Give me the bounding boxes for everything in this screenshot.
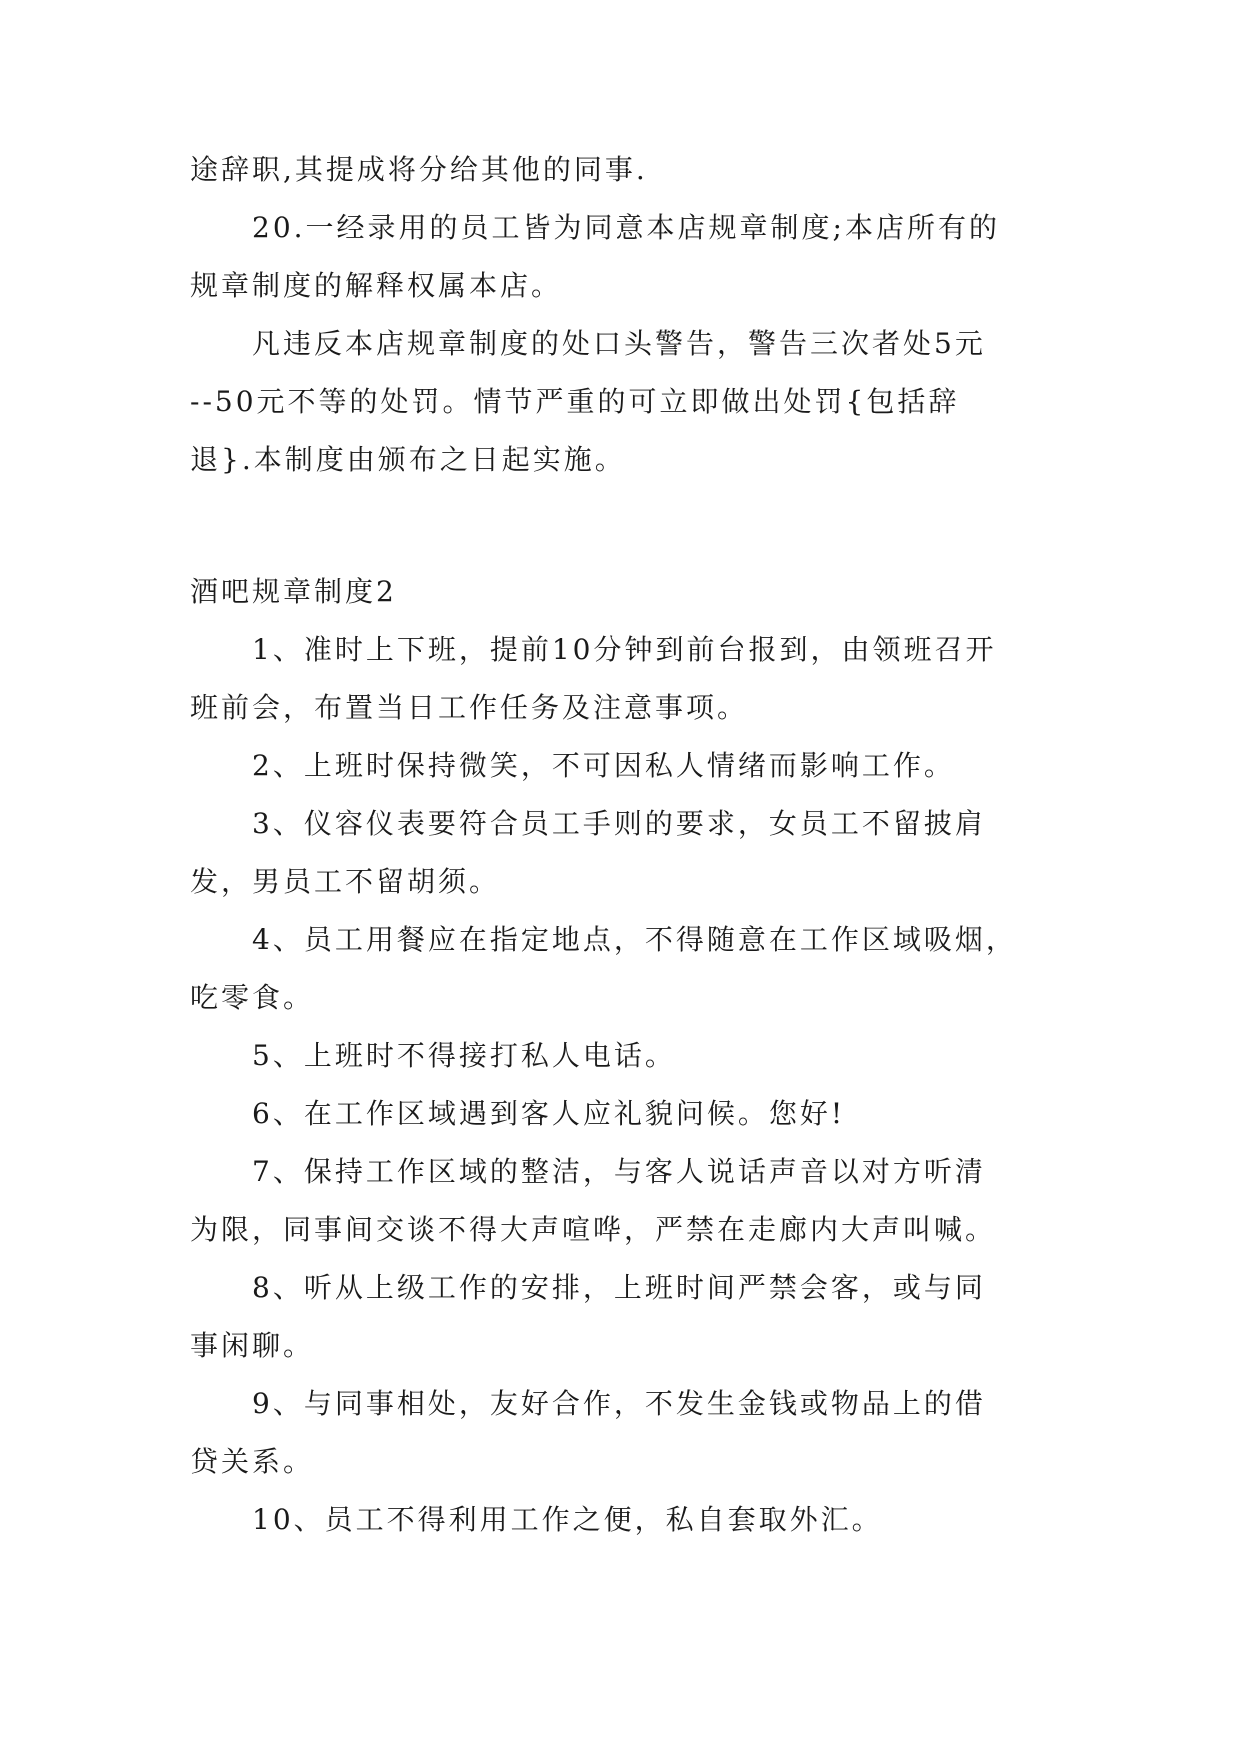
section-heading: 酒吧规章制度2 [190,575,397,608]
text-line: 9、与同事相处，友好合作，不发生金钱或物品上的借 [252,1387,986,1420]
text-line: 凡违反本店规章制度的处口头警告，警告三次者处5元 [252,327,986,360]
text-line: 8、听从上级工作的安排，上班时间严禁会客，或与同 [252,1271,986,1304]
text-line: 2、上班时保持微笑，不可因私人情绪而影响工作。 [252,749,955,782]
text-line: 3、仪容仪表要符合员工手则的要求，女员工不留披肩 [252,807,986,840]
text-line: 1、准时上下班，提前10分钟到前台报到，由领班召开 [252,633,997,666]
text-line: 为限，同事间交谈不得大声喧哗，严禁在走廊内大声叫喊。 [190,1213,997,1246]
text-line: 7、保持工作区域的整洁，与客人说话声音以对方听清 [252,1155,986,1188]
text-line: 退}.本制度由颁布之日起实施。 [190,443,626,476]
text-line: 事闲聊。 [190,1329,315,1362]
text-line: 4、员工用餐应在指定地点，不得随意在工作区域吸烟， [252,923,1017,956]
text-line: 班前会，布置当日工作任务及注意事项。 [190,691,749,724]
text-line: 10、员工不得利用工作之便，私自套取外汇。 [252,1503,883,1536]
text-line: 6、在工作区域遇到客人应礼貌问候。您好! [252,1097,846,1130]
text-line: 贷关系。 [190,1445,315,1478]
text-line: 吃零食。 [190,981,315,1014]
text-line: 5、上班时不得接打私人电话。 [252,1039,676,1072]
text-line: 规章制度的解释权属本店。 [190,269,563,302]
text-line: 发，男员工不留胡须。 [190,865,501,898]
text-line: --50元不等的处罚。情节严重的可立即做出处罚{包括辞 [190,385,960,418]
text-line: 途辞职,其提成将分给其他的同事. [190,153,648,186]
text-line: 20.一经录用的员工皆为同意本店规章制度;本店所有的 [252,211,1000,244]
